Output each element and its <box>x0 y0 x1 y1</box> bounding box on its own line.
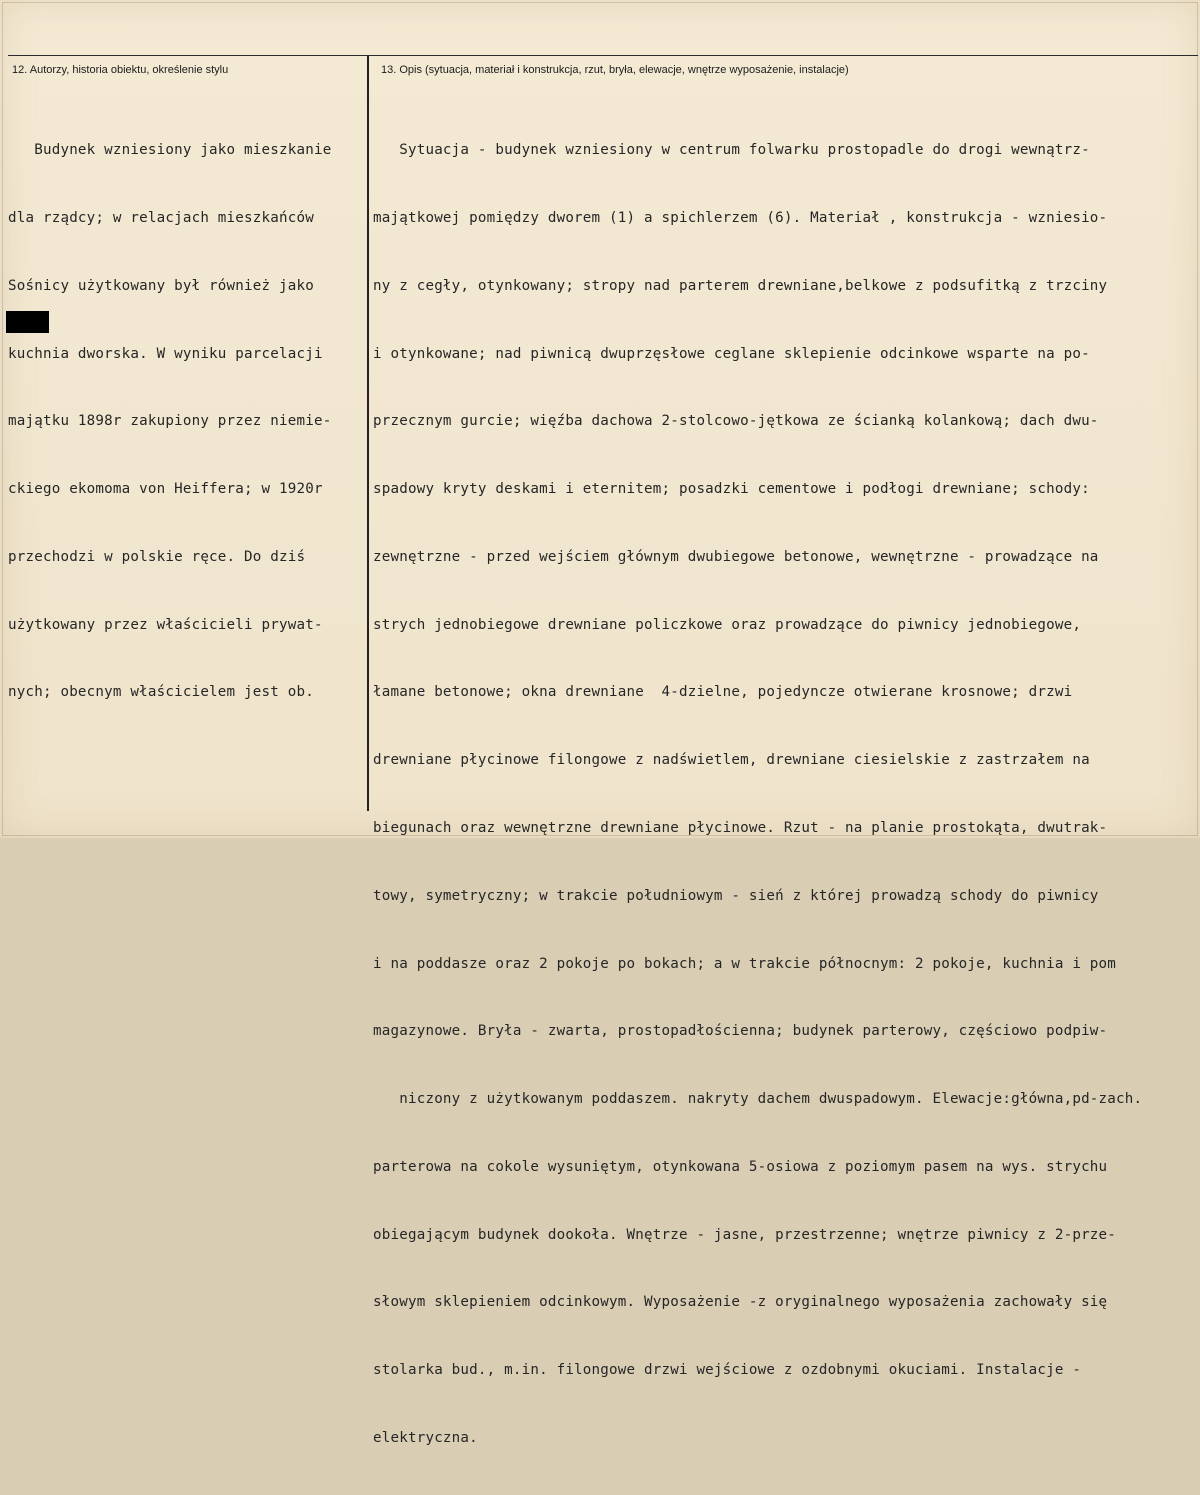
section-12-header: 12. Autorzy, historia obiektu, określenie stylu <box>12 64 229 76</box>
text-line: Sytuacja - budynek wzniesiony w centrum folwarku prostopadle do drogi wewnątrz- <box>373 142 1090 159</box>
text-line: towy, symetryczny; w trakcie południowym - sień z której prowadzą schody do piwnicy <box>373 887 1099 904</box>
text-line: i otynkowane; nad piwnicą dwuprzęsłowe ceglane sklepienie odcinkowe wsparte na po- <box>373 345 1090 362</box>
text-line: i na poddasze oraz 2 pokoje po bokach; a w trakcie północnym: 2 pokoje, kuchnia i pom <box>373 955 1117 972</box>
text-line: stolarka bud., m.in. filongowe drzwi wejściowe z ozdobnymi okuciami. Instalacje - <box>373 1362 1082 1379</box>
redaction-block <box>6 311 49 333</box>
text-line: użytkowany przez właścicieli prywat- <box>8 616 323 633</box>
text-line: kuchnia dworska. W wyniku parcelacji <box>8 345 323 362</box>
text-line: słowym sklepieniem odcinkowym. Wyposażenie -z oryginalnego wyposażenia zachowały się <box>373 1294 1108 1311</box>
text-line: Sośnicy użytkowany był również jako <box>8 277 314 294</box>
text-line: nych; obecnym właścicielem jest ob. <box>8 684 314 701</box>
text-line: parterowa na cokole wysuniętym, otynkowana 5-osiowa z poziomym pasem na wys. strychu <box>373 1158 1108 1175</box>
text-line: biegunach oraz wewnętrzne drewniane płycinowe. Rzut - na planie prostokąta, dwutrak- <box>373 820 1108 836</box>
text-line: spadowy kryty deskami i eternitem; posadzki cementowe i podłogi drewniane; schody: <box>373 481 1090 498</box>
text-line: łamane betonowe; okna drewniane 4-dzielne, pojedyncze otwierane krosnowe; drzwi <box>373 684 1073 701</box>
text-line: Budynek wzniesiony jako mieszkanie <box>8 142 332 159</box>
section-13-text <box>373 94 1142 1495</box>
text-line: drewniane płycinowe filongowe z nadświetlem, drewniane ciesielskie z zastrzałem na <box>373 752 1090 769</box>
text-line: majątku 1898r zakupiony przez niemie- <box>8 413 332 430</box>
text-line: elektryczna. <box>373 1430 478 1447</box>
text-line: ckiego ekomoma von Heiffera; w 1920r <box>8 481 323 498</box>
text-line: dla rządcy; w relacjach mieszkańców <box>8 209 314 226</box>
section-13-header: 13. Opis (sytuacja, materiał i konstrukcja, rzut, bryła, elewacje, wnętrze wyposażenie, instalacje) <box>381 64 849 76</box>
text-line: przechodzi w polskie ręce. Do dziś <box>8 548 306 565</box>
header-rule <box>8 55 1198 56</box>
section-12-text <box>8 94 331 749</box>
text-line: niczony z użytkowanym poddaszem. nakryty dachem dwuspadowym. Elewacje:główna,pd-zach. <box>373 1091 1143 1108</box>
text-line: przecznym gurcie; więźba dachowa 2-stolcowo-jętkowa ze ścianką kolankową; dach dwu- <box>373 413 1099 430</box>
text-line: magazynowe. Bryła - zwarta, prostopadłościenna; budynek parterowy, częściowo podpiw- <box>373 1023 1108 1040</box>
text-line: majątkowej pomiędzy dworem (1) a spichlerzem (6). Materiał , konstrukcja - wzniesio- <box>373 209 1108 226</box>
text-line: obiegającym budynek dookoła. Wnętrze - jasne, przestrzenne; wnętrze piwnicy z 2-prze- <box>373 1226 1117 1243</box>
text-line: zewnętrzne - przed wejściem głównym dwubiegowe betonowe, wewnętrzne - prowadzące na <box>373 548 1099 565</box>
column-divider <box>367 56 369 811</box>
text-line: ny z cegły, otynkowany; stropy nad parterem drewniane,belkowe z podsufitką z trzciny <box>373 277 1108 294</box>
text-line: strych jednobiegowe drewniane policzkowe oraz prowadzące do piwnicy jednobiegowe, <box>373 616 1082 633</box>
